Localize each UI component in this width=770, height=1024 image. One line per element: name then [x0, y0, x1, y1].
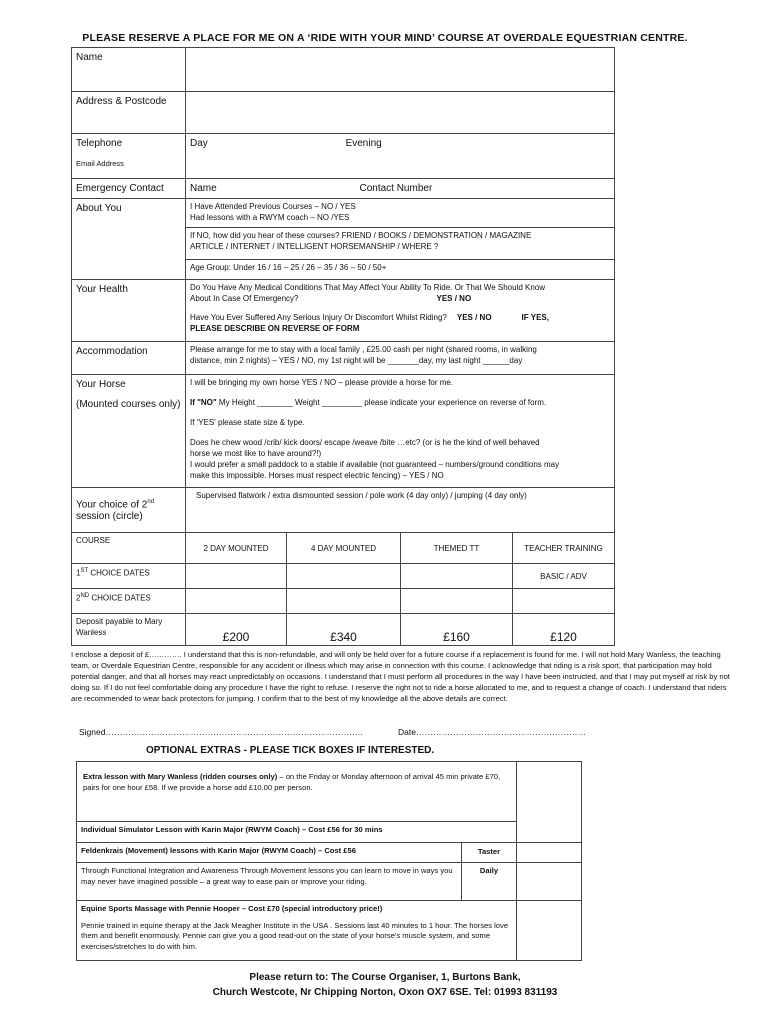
horse-sub-label: (Mounted courses only): [76, 399, 181, 410]
simulator-cell: Individual Simulator Lesson with Karin Major (RWYM Coach) – Cost £56 for 30 mins: [77, 822, 517, 843]
health-label: Your Health: [72, 280, 186, 342]
course-teacher: TEACHER TRAINING: [513, 533, 615, 564]
accommodation-line: Please arrange for me to stay with a local family , £25.00 cash per night (shared rooms, in walking: [190, 345, 537, 354]
feldenkrais-title: Feldenkrais (Movement) lessons with Karin Major (RWYM Coach) – Cost £56: [77, 843, 462, 863]
horse-line: horse we most like to have around?!): [190, 449, 322, 458]
taster-label: Taster: [462, 843, 517, 863]
disclaimer-text: I enclose a deposit of £…………. I understand that this is non-refundable, and will only be held over for a future course if a replacement is found for me. I will not hold Mary Wanless, the teaching team, or Overdale Equestrian Centre, responsible for any accident or illness which may arise in connection with this course. I acknowledge that riding is a risk sport, that participation may hold potential danger, and that all horses may react unpredictably on occasions. I understand that I must perform all procedures in the way I have been instructed, and that I may put myself at risk by not doing so. If I do not feel comfortable doing any procedure I have the right to refuse. I reserve the right not to ride a horse allocated to me, and to request a change of coach. I understand that riders are recommended to wear back protectors for jumping. I confirm that to the best of my knowledge all the above details are correct.: [71, 650, 730, 703]
horse-line: Does he chew wood /crib/ kick doors/ escape /weave /bite …etc? (or is he the kind of well behaved: [190, 438, 540, 447]
horse-line: I would prefer a small paddock to a stable if available (not guaranteed – numbers/ground conditions may: [190, 460, 560, 469]
second-choice-teacher[interactable]: [513, 589, 615, 614]
about-line: Had lessons with a RWYM coach – NO /YES: [190, 213, 350, 222]
accommodation-label: Accommodation: [72, 342, 186, 375]
second-choice-4day[interactable]: [287, 589, 401, 614]
name-field[interactable]: [186, 48, 615, 92]
extra-lesson-cell: [77, 762, 517, 822]
health-answer: YES / NO: [436, 294, 472, 303]
first-choice-teacher[interactable]: BASIC / ADV: [513, 564, 615, 589]
horse-line: make this impossible. Horses must respect electric fencing) – YES / NO: [190, 471, 444, 480]
course-themed: THEMED TT: [401, 533, 513, 564]
about-label: About You: [72, 199, 186, 280]
accommodation-field[interactable]: [186, 342, 615, 375]
daily-tick[interactable]: [517, 863, 582, 901]
horse-label: Your Horse: [76, 379, 126, 390]
horse-if-no: If "NO": [190, 398, 217, 407]
emergency-number-label: Contact Number: [359, 183, 433, 194]
evening-label: Evening: [345, 138, 382, 149]
extra-lesson-tick[interactable]: [517, 762, 582, 843]
health-question: Do You Have Any Medical Conditions That May Affect Your Ability To Ride. Or That We Should Know: [190, 283, 546, 292]
booking-form: [71, 47, 615, 646]
horse-label-cell: [72, 375, 186, 488]
health-question: About In Case Of Emergency?: [190, 294, 299, 303]
health-if-yes: IF YES,: [521, 313, 549, 322]
extra-lesson-text: – on the Friday or Monday afternoon of arrival 45 min private £70, pairs for one hour £58. If we provide a horse add £10.00 per person.: [83, 772, 501, 792]
massage-body: Pennie trained in equine therapy at the Jack Meagher Institute in the USA . Sessions last 40 minutes to 1 hour. The horses love them and benefit enormously. Pennie can give you a good read-out on the state of your horse's muscle system, and some exercises/stretches to do with him.: [81, 920, 509, 951]
first-choice-label: 1ST CHOICE DATES: [72, 564, 186, 589]
health-question: Have You Ever Suffered Any Serious Injury Or Discomfort Whilst Riding?: [190, 313, 447, 322]
course-4day: 4 DAY MOUNTED: [287, 533, 401, 564]
first-choice-themed[interactable]: [401, 564, 513, 589]
emergency-field[interactable]: [186, 179, 615, 199]
email-label: Email Address: [76, 159, 124, 168]
telephone-cell: [72, 134, 186, 179]
second-choice-label: 2ND CHOICE DATES: [72, 589, 186, 614]
massage-title: Equine Sports Massage with Pennie Hooper – Cost £70 (special introductory price!): [81, 904, 383, 913]
horse-details[interactable]: [186, 375, 615, 488]
deposit-teacher: £120: [513, 614, 615, 646]
optional-extras-title: OPTIONAL EXTRAS - PLEASE TICK BOXES IF INTERESTED.: [146, 745, 435, 756]
massage-cell: [77, 901, 517, 961]
day-label: Day: [190, 138, 208, 149]
address-label: Address & Postcode: [72, 92, 186, 134]
hear-line: ARTICLE / INTERNET / INTELLIGENT HORSEMANSHIP / WHERE ?: [190, 242, 439, 251]
second-session-label: Your choice of 2nd session (circle): [72, 488, 186, 533]
second-session-options[interactable]: Supervised flatwork / extra dismounted session / pole work (4 day only) / jumping (4 day only): [186, 488, 615, 533]
hear-about[interactable]: [186, 228, 615, 260]
emergency-name-label: Name: [190, 183, 217, 194]
hear-line: If NO, how did you hear of these courses? FRIEND / BOOKS / DEMONSTRATION / MAGAZINE: [190, 231, 532, 240]
second-choice-themed[interactable]: [401, 589, 513, 614]
health-describe: PLEASE DESCRIBE ON REVERSE OF FORM: [190, 324, 360, 333]
first-choice-4day[interactable]: [287, 564, 401, 589]
telephone-label: Telephone: [76, 138, 123, 149]
page-title: PLEASE RESERVE A PLACE FOR ME ON A ‘RIDE WITH YOUR MIND’ COURSE AT OVERDALE EQUESTRIAN CENTRE.: [82, 32, 688, 44]
deposit-4day: £340: [287, 614, 401, 646]
telephone-field[interactable]: [186, 134, 615, 179]
return-address-line2: Church Westcote, Nr Chipping Norton, Oxon OX7 6SE. Tel: 01993 831193: [212, 987, 558, 998]
return-address-line1: Please return to: The Course Organiser, 1, Burtons Bank,: [249, 972, 521, 983]
health-questions[interactable]: [186, 280, 615, 342]
extra-lesson-title: Extra lesson with Mary Wanless (ridden courses only): [83, 772, 278, 781]
daily-label: Daily: [462, 863, 517, 901]
horse-line: I will be bringing my own horse YES / NO – please provide a horse for me.: [190, 378, 454, 387]
name-label: Name: [72, 48, 186, 92]
horse-line: If 'YES' please state size & type.: [190, 418, 305, 427]
about-previous[interactable]: [186, 199, 615, 228]
feldenkrais-body: Through Functional Integration and Awareness Through Movement lessons you can learn to move in ways you may never have imagined possible – a great way to ease pain or improve your riding.: [77, 863, 462, 901]
accommodation-line: distance, min 2 nights) – YES / NO, my 1st night will be _______day, my last night ______day: [190, 356, 523, 365]
horse-line: My Height ________ Weight _________ please indicate your experience on reverse of form.: [216, 398, 547, 407]
health-answer: YES / NO: [456, 313, 492, 322]
emergency-label: Emergency Contact: [72, 179, 186, 199]
address-field[interactable]: [186, 92, 615, 134]
taster-tick[interactable]: [517, 843, 582, 863]
deposit-themed: £160: [401, 614, 513, 646]
course-label: COURSE: [72, 533, 186, 564]
deposit-label: Deposit payable to Mary Wanless: [72, 614, 186, 646]
first-choice-2day[interactable]: [186, 564, 287, 589]
date-line[interactable]: Date……………………………………………………: [398, 727, 586, 737]
second-choice-2day[interactable]: [186, 589, 287, 614]
deposit-2day: £200: [186, 614, 287, 646]
massage-tick[interactable]: [517, 901, 582, 961]
about-line: I Have Attended Previous Courses – NO / YES: [190, 202, 356, 211]
course-2day: 2 DAY MOUNTED: [186, 533, 287, 564]
signed-line[interactable]: Signed……………………………………………………………………………….: [79, 727, 363, 737]
optional-extras-table: [76, 761, 582, 961]
age-group[interactable]: Age Group: Under 16 / 16 – 25 / 26 – 35 / 36 – 50 / 50+: [186, 260, 615, 280]
